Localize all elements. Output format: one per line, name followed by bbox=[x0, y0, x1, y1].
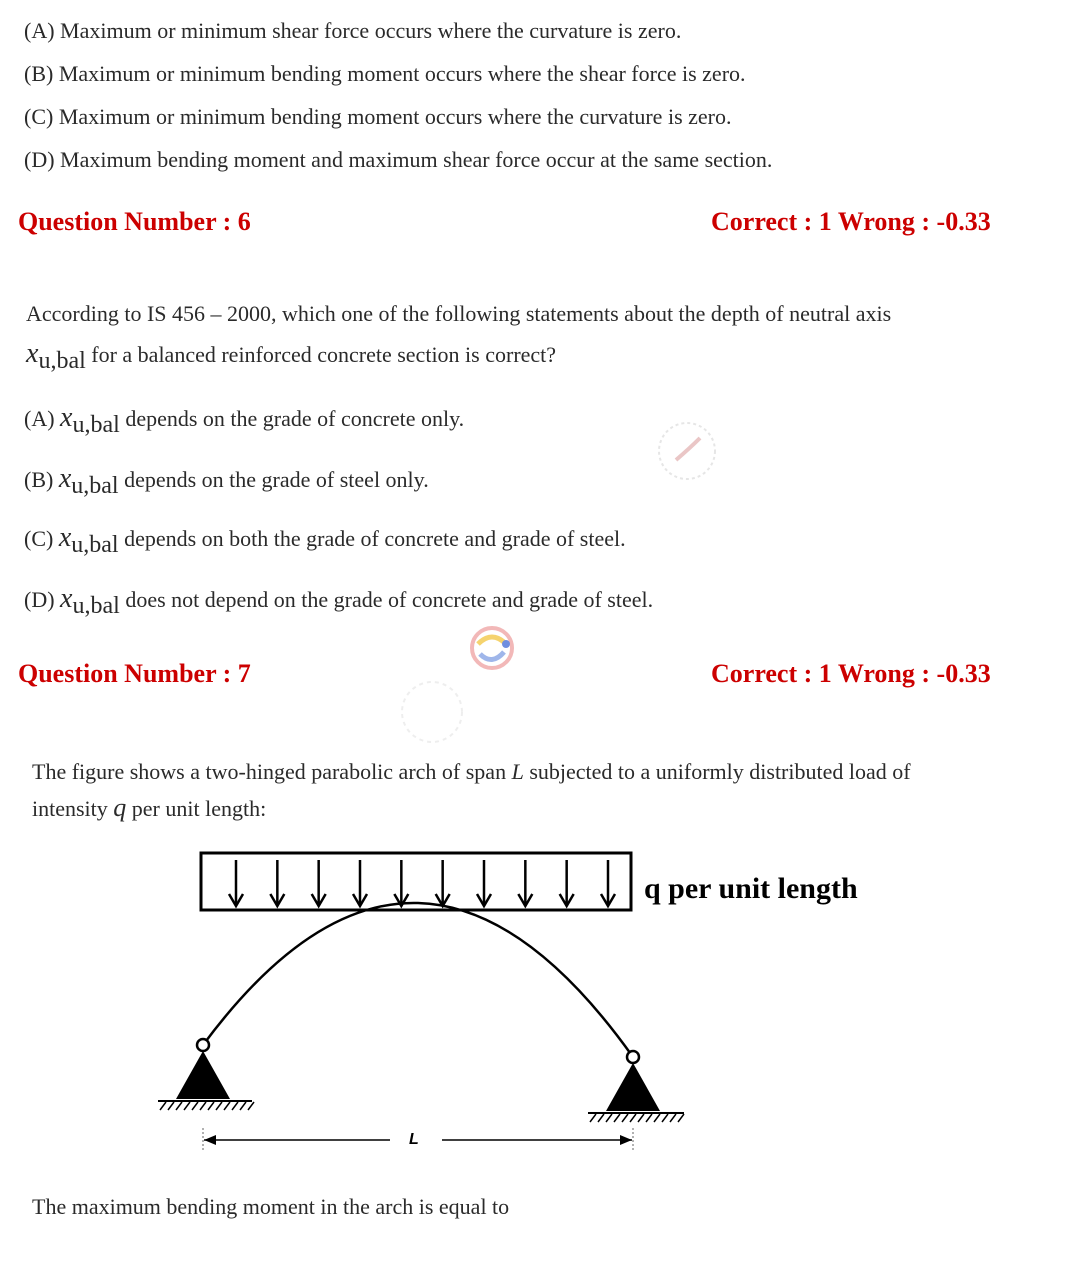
question-6-option-a: (A) xu,bal depends on the grade of concrete only. bbox=[24, 402, 465, 438]
question-7-ending: The maximum bending moment in the arch is equal to bbox=[32, 1194, 510, 1219]
question-7-text-line2: intensity q per unit length: bbox=[32, 793, 267, 822]
prev-option-c: (C) Maximum or minimum bending moment occurs where the curvature is zero. bbox=[24, 104, 732, 129]
watermark-logo bbox=[466, 622, 518, 674]
watermark-circle bbox=[398, 678, 466, 746]
watermark-seal bbox=[654, 418, 720, 484]
left-hinge bbox=[197, 1039, 209, 1051]
prev-option-b: (B) Maximum or minimum bending moment occurs where the shear force is zero. bbox=[24, 61, 746, 86]
prev-option-d: (D) Maximum bending moment and maximum shear force occur at the same section. bbox=[24, 147, 773, 172]
question-7-number: Question Number : 7 bbox=[18, 659, 251, 688]
load-label: q per unit length bbox=[644, 872, 858, 905]
question-6-text-line1: According to IS 456 – 2000, which one of the following statements about the depth of neutral axis bbox=[26, 301, 892, 326]
left-support bbox=[176, 1051, 230, 1099]
question-7-text-line1: The figure shows a two-hinged parabolic arch of span L subjected to a uniformly distributed load of bbox=[32, 759, 911, 784]
span-label: L bbox=[409, 1131, 419, 1148]
question-6-marks: Correct : 1 Wrong : -0.33 bbox=[711, 207, 991, 236]
question-6-option-b: (B) xu,bal depends on the grade of steel only. bbox=[24, 463, 429, 499]
right-support bbox=[606, 1063, 660, 1111]
parabolic-arch bbox=[203, 903, 633, 1057]
question-6-number: Question Number : 6 bbox=[18, 207, 251, 236]
right-hinge bbox=[627, 1051, 639, 1063]
question-7-marks: Correct : 1 Wrong : -0.33 bbox=[711, 659, 991, 688]
question-6-option-c: (C) xu,bal depends on both the grade of concrete and grade of steel. bbox=[24, 522, 626, 558]
two-hinged-arch-diagram bbox=[0, 840, 1068, 1170]
question-6-text-line2: xu,bal for a balanced reinforced concrete section is correct? bbox=[26, 338, 557, 374]
question-6-option-d: (D) xu,bal does not depend on the grade of concrete and grade of steel. bbox=[24, 583, 654, 619]
prev-option-a: (A) Maximum or minimum shear force occurs where the curvature is zero. bbox=[24, 18, 682, 43]
neutral-axis-symbol: xu,bal bbox=[26, 338, 86, 374]
udl-arrows bbox=[229, 860, 615, 906]
